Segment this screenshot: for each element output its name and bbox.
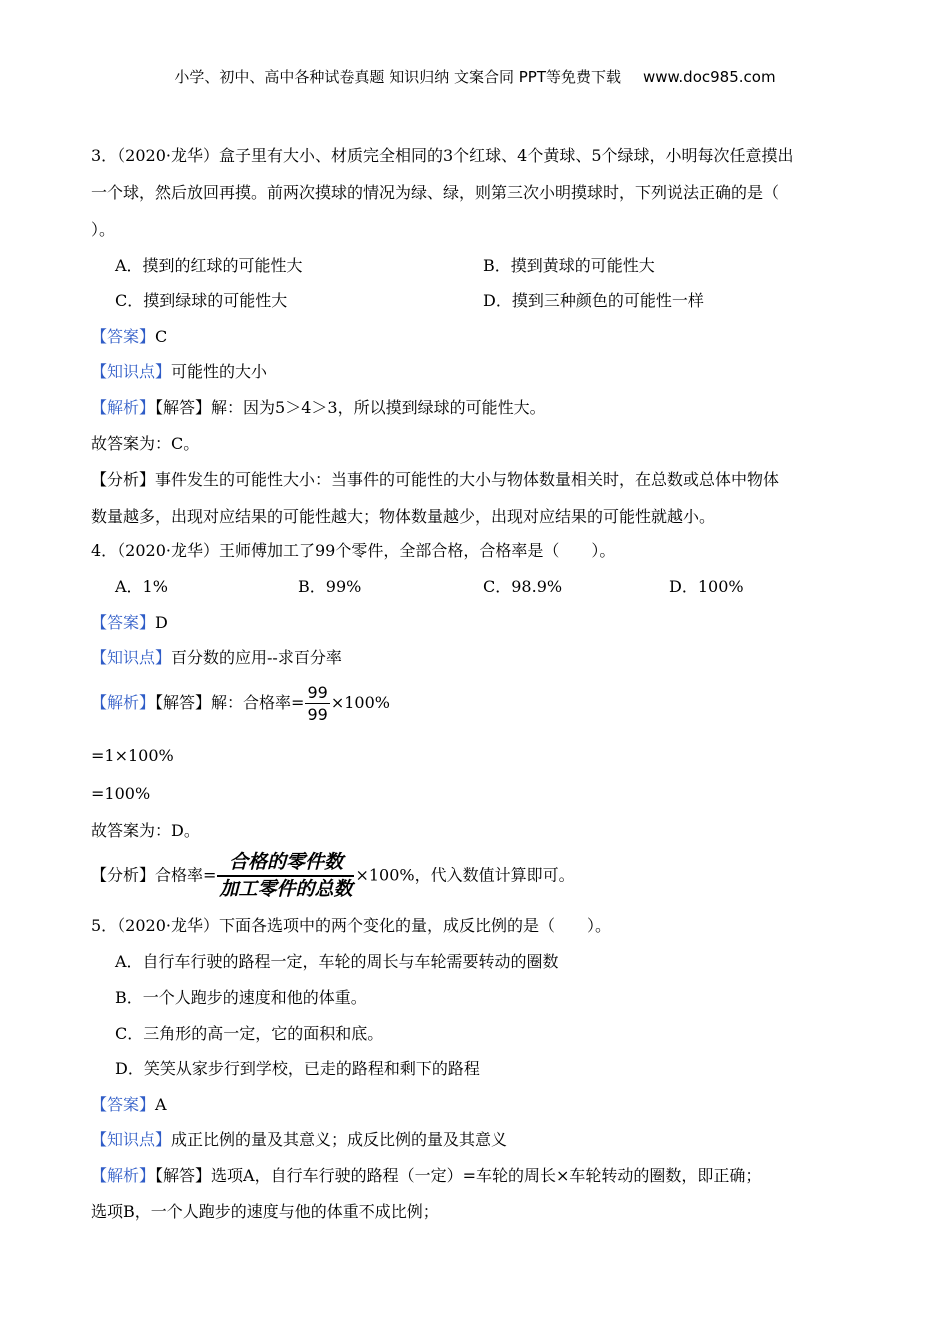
q4-fenxi-row [91,851,575,901]
knowledge-tag: 【知识点】 [91,1130,172,1149]
q5-option-c: C．三角形的高一定，它的面积和底。 [115,1024,384,1043]
q4-fenxi-fraction [217,851,354,901]
q5-option-b: B．一个人跑步的速度和他的体重。 [115,988,367,1007]
q4-knowledge: 百分数的应用--求百分率 [171,648,342,667]
q5-option-a: A．自行车行驶的路程一定，车轮的周长与车轮需要转动的圈数 [115,952,559,971]
q3-stem-line2: 一个球，然后放回再摸。前两次摸球的情况为绿、绿，则第三次小明摸球时，下列说法正确的是（ [91,183,780,202]
q4-option-b: B．99% [298,577,362,596]
q3-analysis-row [91,398,546,417]
q4-fenxi-denominator: 加工零件的总数 [217,875,354,901]
q4-analysis-row [91,683,390,724]
q3-fenxi-row [91,470,779,489]
header-site[interactable]: www.doc985.com [642,68,776,86]
q5-analysis-line2: 选项B，一个人跑步的速度与他的体重不成比例； [91,1202,439,1221]
q4-answer: D [155,613,168,632]
solution-tag: 【解答】 [155,1166,212,1185]
fenxi-tag: 【分析】 [91,865,156,885]
q4-fraction-denominator: 99 [307,705,328,725]
knowledge-tag: 【知识点】 [91,648,172,667]
q3-option-a: A．摸到的红球的可能性大 [115,256,303,275]
q3-option-c: C．摸到绿球的可能性大 [115,291,288,310]
answer-tag: 【答案】 [91,613,156,632]
q4-conclusion: 故答案为：D。 [91,821,200,840]
q4-stem: 4．（2020·龙华）王师傅加工了99个零件，全部合格，合格率是（ ）。 [91,541,616,560]
q4-knowledge-row [91,648,342,667]
q5-stem: 5．（2020·龙华）下面各选项中的两个变化的量，成反比例的是（ ）。 [91,916,611,935]
analysis-tag: 【解析】 [91,1166,156,1185]
q4-step2: =100% [91,784,151,803]
q5-knowledge-row [91,1130,507,1149]
q5-option-d: D．笑笑从家步行到学校，已走的路程和剩下的路程 [115,1059,480,1078]
q3-fenxi-line2: 数量越多，出现对应结果的可能性越大；物体数量越少，出现对应结果的可能性就越小。 [91,507,716,526]
q4-fenxi-numerator: 合格的零件数 [228,851,343,873]
q5-answer-row [91,1095,167,1114]
fenxi-tag: 【分析】 [91,470,156,489]
q4-analysis-suffix: ×100% [330,693,390,713]
q3-knowledge: 可能性的大小 [171,362,268,381]
page-header [0,68,950,86]
header-text: 小学、初中、高中各种试卷真题 知识归纳 文案合同 PPT等免费下载 [174,68,621,86]
q4-answer-row [91,613,168,632]
q4-analysis-prefix: 解：合格率= [211,693,305,713]
q3-stem-line1: 3．（2020·龙华）盒子里有大小、材质完全相同的3个红球、4个黄球、5个绿球，小明每次任意摸出 [91,146,794,165]
q3-option-d: D．摸到三种颜色的可能性一样 [483,291,704,310]
q3-conclusion: 故答案为：C。 [91,434,200,453]
q3-option-b: B．摸到黄球的可能性大 [483,256,655,275]
q3-knowledge-row [91,362,267,381]
q3-answer: C [155,327,168,346]
q4-option-a: A．1% [115,577,168,596]
q3-stem-line3: ）。 [91,220,116,239]
q4-fraction-numerator: 99 [307,683,328,702]
q4-option-c: C．98.9% [483,577,563,596]
answer-tag: 【答案】 [91,1095,156,1114]
q5-analysis: 选项A，自行车行驶的路程（一定）=车轮的周长×车轮转动的圈数，即正确； [211,1166,762,1185]
q5-answer: A [155,1095,167,1114]
q4-option-d: D．100% [669,577,744,596]
q4-fenxi-prefix: 合格率= [155,865,217,885]
solution-tag: 【解答】 [155,398,212,417]
knowledge-tag: 【知识点】 [91,362,172,381]
analysis-tag: 【解析】 [91,398,156,417]
q4-step1: =1×100% [91,746,174,765]
q5-knowledge: 成正比例的量及其意义；成反比例的量及其意义 [171,1130,508,1149]
q4-fenxi-suffix: ×100%，代入数值计算即可。 [355,865,575,885]
q5-analysis-row [91,1166,761,1185]
q4-fraction [305,683,329,724]
solution-tag: 【解答】 [155,693,212,713]
q3-answer-row [91,327,167,346]
answer-tag: 【答案】 [91,327,156,346]
q3-fenxi-line1: 事件发生的可能性大小：当事件的可能性的大小与物体数量相关时，在总数或总体中物体 [155,470,780,489]
analysis-tag: 【解析】 [91,693,156,713]
q3-analysis: 解：因为5＞4＞3，所以摸到绿球的可能性大。 [211,398,546,417]
